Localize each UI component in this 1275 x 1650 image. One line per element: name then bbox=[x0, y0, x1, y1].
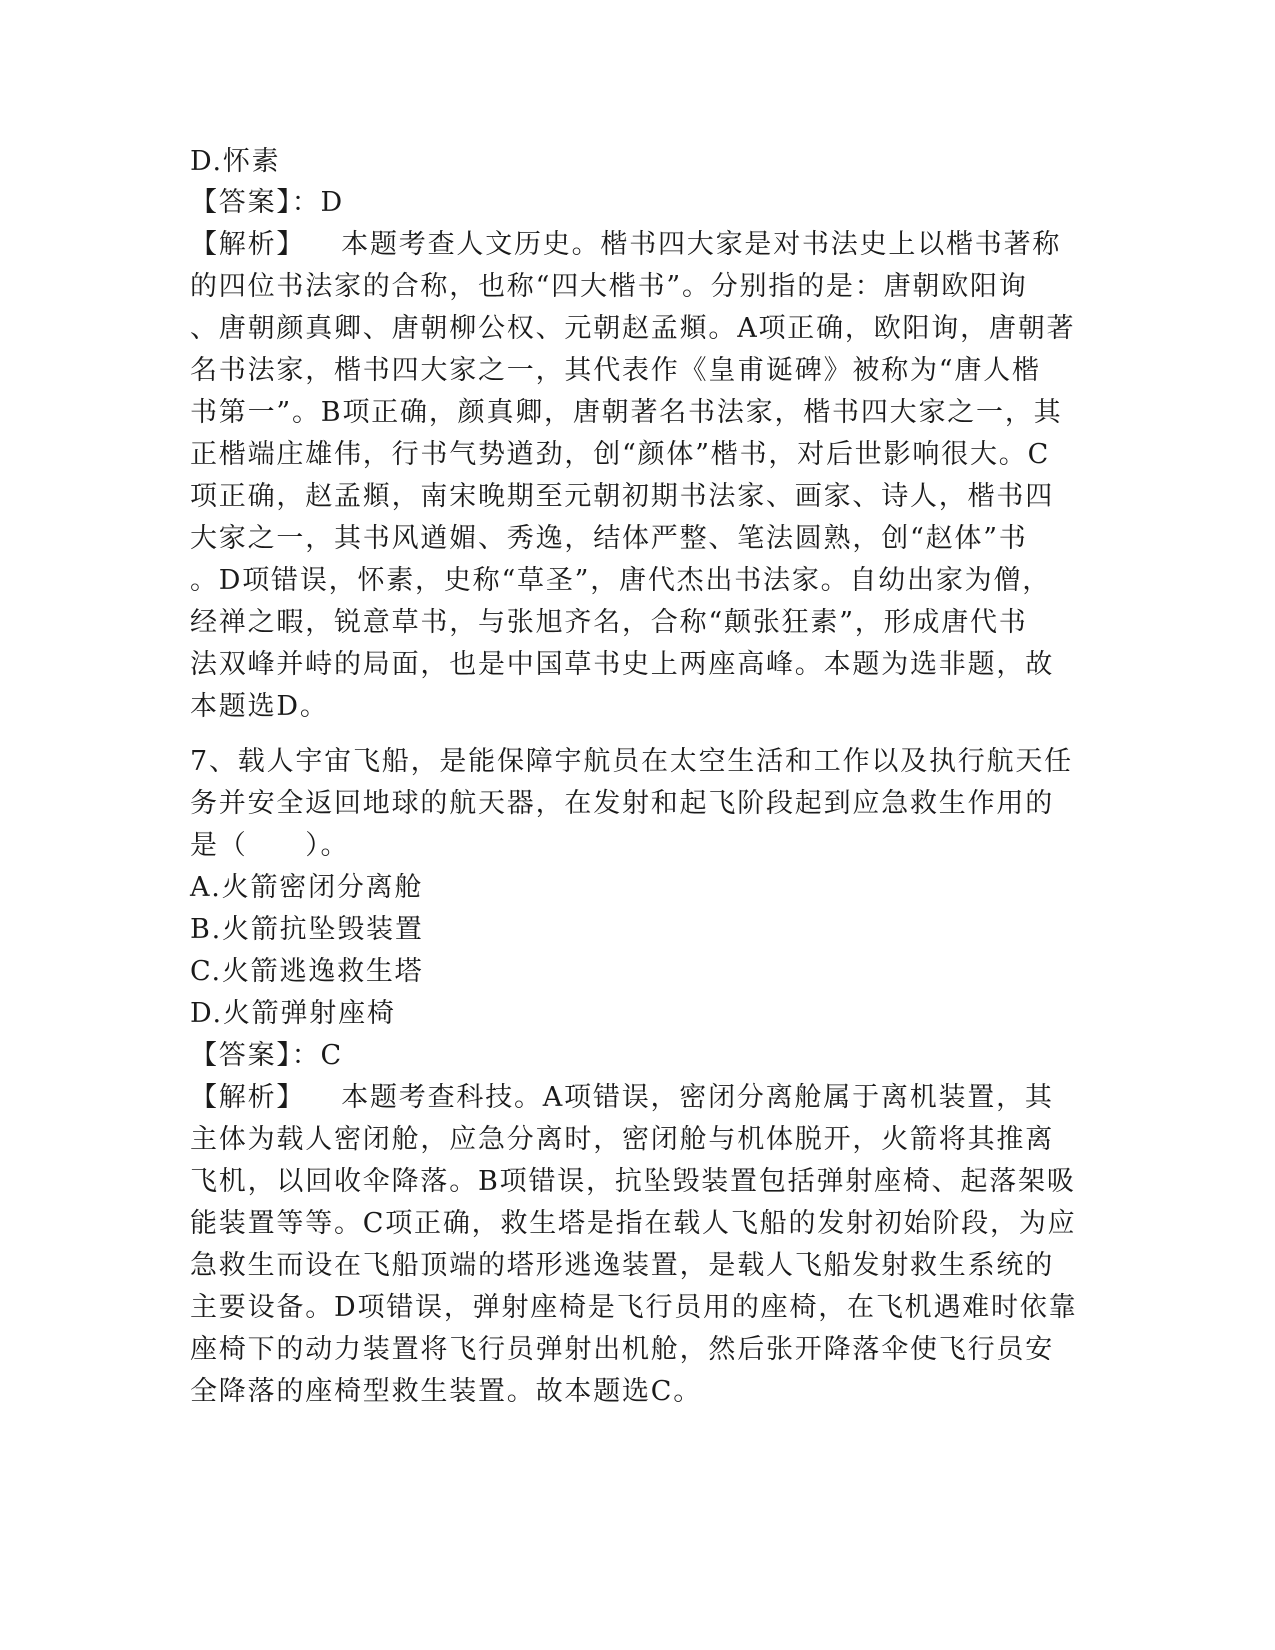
answer-label: 【答案】 bbox=[190, 187, 292, 218]
answer-line bbox=[190, 186, 1090, 220]
answer-value: C bbox=[320, 1040, 343, 1071]
analysis-label: 【解析】 bbox=[190, 1082, 306, 1113]
analysis-text: 项正确，赵孟頫，南宋晚期至元朝初期书法家、画家、诗人，楷书四 bbox=[190, 481, 1054, 512]
answer-separator: ： bbox=[291, 187, 321, 218]
analysis-text: 经禅之暇，锐意草书，与张旭齐名，合称“颠张狂素”，形成唐代书 bbox=[190, 607, 1028, 638]
analysis-text: 本题选D。 bbox=[190, 691, 329, 722]
question-stem: 7、载人宇宙飞船，是能保障宇航员在太空生活和工作以及执行航天任 bbox=[190, 746, 1073, 777]
analysis-text: 能装置等等。C项正确，救生塔是指在载人飞船的发射初始阶段，为应 bbox=[190, 1208, 1077, 1239]
option-d-text: D.怀素 bbox=[190, 146, 281, 177]
option-c: C.火箭逃逸救生塔 bbox=[190, 956, 424, 987]
option-a: A.火箭密闭分离舱 bbox=[190, 872, 424, 903]
analysis-text: 本题考查科技。A项错误，密闭分离舱属于离机装置，其 bbox=[341, 1082, 1054, 1113]
answer-line bbox=[190, 1039, 1090, 1073]
answer-label: 【答案】 bbox=[190, 1040, 292, 1071]
analysis-text: 急救生而设在飞船顶端的塔形逃逸装置，是载人飞船发射救生系统的 bbox=[190, 1250, 1054, 1281]
analysis-text: 的四位书法家的合称，也称“四大楷书”。分别指的是：唐朝欧阳询 bbox=[190, 271, 1028, 302]
analysis-text: 书第一”。B项正确，颜真卿，唐朝著名书法家，楷书四大家之一，其 bbox=[190, 397, 1063, 428]
analysis-first-line bbox=[190, 1081, 1090, 1115]
analysis-text: 、唐朝颜真卿、唐朝柳公权、元朝赵孟頫。A项正确，欧阳询，唐朝著 bbox=[190, 313, 1076, 344]
analysis-text: 主要设备。D项错误，弹射座椅是飞行员用的座椅，在飞机遇难时依靠 bbox=[190, 1292, 1078, 1323]
analysis-label: 【解析】 bbox=[190, 229, 306, 260]
analysis-text: 座椅下的动力装置将飞行员弹射出机舱，然后张开降落伞使飞行员安 bbox=[190, 1334, 1054, 1365]
option-b: B.火箭抗坠毁装置 bbox=[190, 914, 424, 945]
analysis-text: 法双峰并峙的局面，也是中国草书史上两座高峰。本题为选非题，故 bbox=[190, 649, 1054, 680]
analysis-text: 正楷端庄雄伟，行书气势遒劲，创“颜体”楷书，对后世影响很大。C bbox=[190, 439, 1051, 470]
option-d: D.火箭弹射座椅 bbox=[190, 998, 396, 1029]
analysis-text: 飞机，以回收伞降落。B项错误，抗坠毁装置包括弹射座椅、起落架吸 bbox=[190, 1166, 1076, 1197]
answer-value: D bbox=[320, 187, 344, 218]
analysis-text: 主体为载人密闭舱，应急分离时，密闭舱与机体脱开，火箭将其推离 bbox=[190, 1124, 1054, 1155]
analysis-text: 全降落的座椅型救生装置。故本题选C。 bbox=[190, 1376, 703, 1407]
answer-separator: ： bbox=[291, 1040, 321, 1071]
analysis-text: 大家之一，其书风遒媚、秀逸，结体严整、笔法圆熟，创“赵体”书 bbox=[190, 523, 1028, 554]
analysis-text: 本题考查人文历史。楷书四大家是对书法史上以楷书著称 bbox=[341, 229, 1062, 260]
analysis-text: 名书法家，楷书四大家之一，其代表作《皇甫诞碑》被称为“唐人楷 bbox=[190, 355, 1041, 386]
question-stem: 务并安全返回地球的航天器，在发射和起飞阶段起到应急救生作用的 bbox=[190, 788, 1054, 819]
question-stem: 是（ ）。 bbox=[190, 830, 350, 861]
analysis-text: 。D项错误，怀素，史称“草圣”，唐代杰出书法家。自幼出家为僧， bbox=[190, 565, 1052, 596]
analysis-first-line bbox=[190, 228, 1090, 262]
